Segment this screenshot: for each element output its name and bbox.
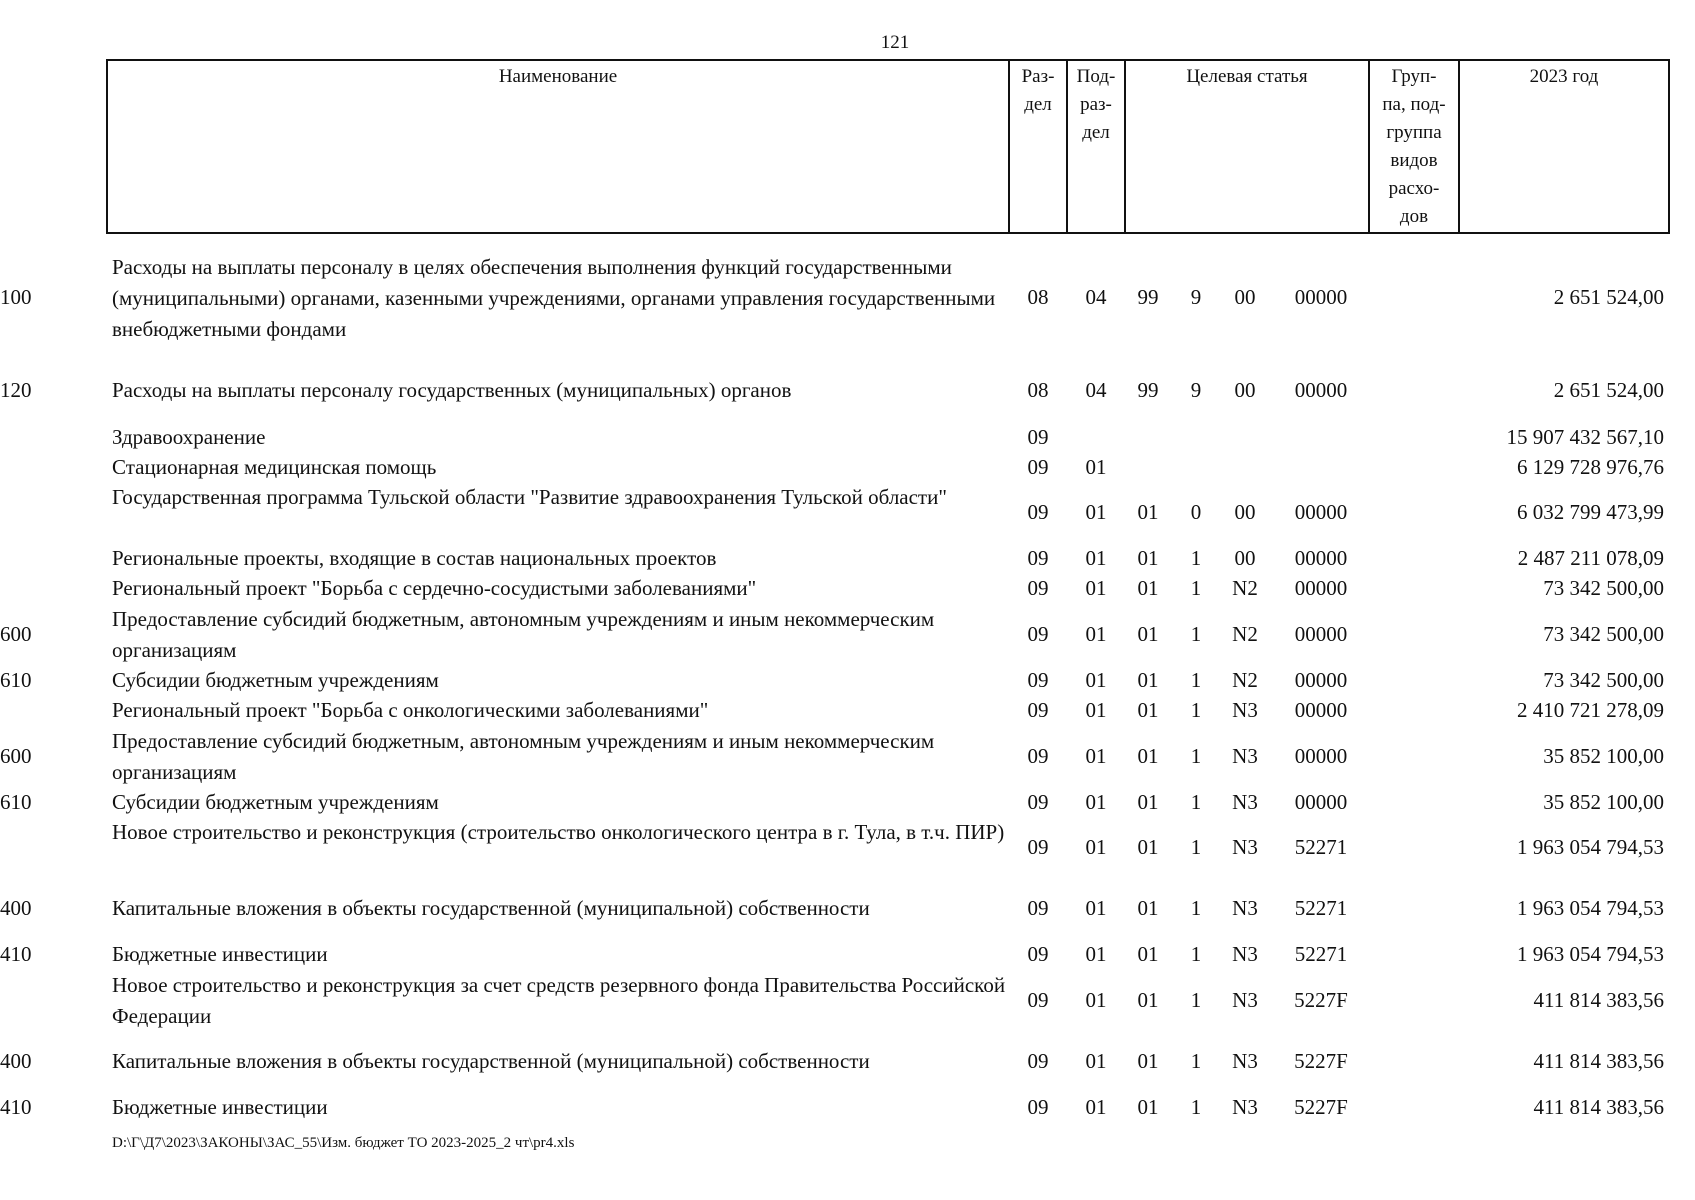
row-amount: 2 487 211 078,09 [1517,546,1664,570]
row-group: 410 [0,942,32,966]
file-path-footer: D:\Г\Д7\2023\ЗАКОНЫ\ЗАС_55\Изм. бюджет ТО 2023-2025_2 чт\pr4.xls [112,1135,575,1151]
row-name: Стационарная медицинская помощь [112,455,437,479]
row-podrazdel: 01 [1085,622,1107,646]
row-t1: 01 [1137,668,1159,692]
row-t4: 52271 [1294,835,1348,859]
row-t2: 1 [1190,988,1202,1012]
row-t3: N3 [1232,790,1258,814]
row-name: Новое строительство и реконструкция за счет средств резервного фонда Правительства Российской Федерации [112,973,1006,1028]
row-t2: 9 [1190,285,1202,309]
row-group: 410 [0,1095,32,1119]
row-t1: 01 [1137,835,1159,859]
row-t2: 1 [1190,698,1202,722]
row-t3: N2 [1232,576,1258,600]
row-razdel: 09 [1027,896,1049,920]
row-t4: 5227F [1294,988,1348,1012]
row-t3: 00 [1234,500,1256,524]
row-name: Расходы на выплаты персоналу в целях обеспечения выполнения функций государственными (муниципальными) органами, казенными учреждениями, органами управления государственными внебюджетными фондами [112,255,996,341]
row-t1: 01 [1137,698,1159,722]
row-t1: 99 [1137,378,1159,402]
row-razdel: 09 [1027,1049,1049,1073]
header-group-line: группа [1386,122,1442,143]
row-name: Предоставление субсидий бюджетным, автономным учреждениям и иным некоммерческим организациям [112,607,935,662]
row-name: Новое строительство и реконструкция (строительство онкологического центра в г. Тула, в т.ч. ПИР) [112,820,1005,844]
row-amount: 73 342 500,00 [1543,622,1664,646]
row-t4: 00000 [1294,576,1348,600]
header-podrazdel-line: раз- [1080,94,1112,115]
row-t1: 01 [1137,988,1159,1012]
row-razdel: 09 [1027,622,1049,646]
row-t2: 1 [1190,744,1202,768]
row-amount: 2 651 524,00 [1553,285,1664,309]
row-t2: 1 [1190,546,1202,570]
row-name: Капитальные вложения в объекты государственной (муниципальной) собственности [112,896,870,920]
row-group: 400 [0,896,32,920]
row-name: Региональный проект "Борьба с онкологическими заболеваниями" [112,698,709,722]
row-razdel: 09 [1027,455,1049,479]
header-year-label: 2023 год [1529,66,1599,87]
header-razdel-line: Раз- [1021,66,1055,87]
row-amount: 73 342 500,00 [1543,668,1664,692]
row-group: 600 [0,622,32,646]
row-podrazdel: 01 [1085,835,1107,859]
header-group-line: видов [1390,150,1438,171]
header-group-line: па, под- [1382,94,1446,115]
row-t2: 1 [1190,622,1202,646]
row-t1: 01 [1137,942,1159,966]
row-t2: 1 [1190,896,1202,920]
row-podrazdel: 01 [1085,668,1107,692]
row-t1: 99 [1137,285,1159,309]
row-name: Здравоохранение [112,425,266,449]
row-t1: 01 [1137,546,1159,570]
row-t3: N3 [1232,896,1258,920]
row-t4: 5227F [1294,1049,1348,1073]
row-t4: 00000 [1294,622,1348,646]
row-t1: 01 [1137,576,1159,600]
row-amount: 35 852 100,00 [1543,744,1664,768]
page-number: 121 [880,32,910,53]
row-t3: 00 [1234,546,1256,570]
row-name: Государственная программа Тульской области "Развитие здравоохранения Тульской области" [112,485,947,509]
row-t1: 01 [1137,744,1159,768]
row-amount: 15 907 432 567,10 [1506,425,1664,449]
row-name: Субсидии бюджетным учреждениям [112,790,439,814]
row-podrazdel: 01 [1085,896,1107,920]
row-t3: N3 [1232,835,1258,859]
header-name-label: Наименование [498,66,618,87]
row-group: 600 [0,744,32,768]
row-amount: 6 032 799 473,99 [1517,500,1664,524]
row-amount: 2 410 721 278,09 [1517,698,1664,722]
row-amount: 6 129 728 976,76 [1517,455,1664,479]
row-name: Региональные проекты, входящие в состав национальных проектов [112,546,717,570]
row-t1: 01 [1137,622,1159,646]
row-t4: 52271 [1294,896,1348,920]
row-group: 100 [0,285,32,309]
header-target [1124,61,1368,232]
row-t1: 01 [1137,1049,1159,1073]
row-name: Региональный проект "Борьба с сердечно-сосудистыми заболеваниями" [112,576,757,600]
row-razdel: 09 [1027,668,1049,692]
row-razdel: 09 [1027,942,1049,966]
row-razdel: 08 [1027,378,1049,402]
row-t2: 1 [1190,835,1202,859]
row-t3: 00 [1234,378,1256,402]
header-podrazdel-line: Под- [1076,66,1116,87]
row-t1: 01 [1137,896,1159,920]
row-razdel: 09 [1027,500,1049,524]
row-razdel: 09 [1027,698,1049,722]
row-amount: 35 852 100,00 [1543,790,1664,814]
row-t2: 1 [1190,576,1202,600]
row-t3: 00 [1234,285,1256,309]
row-name: Субсидии бюджетным учреждениям [112,668,439,692]
row-podrazdel: 01 [1085,455,1107,479]
row-t4: 00000 [1294,744,1348,768]
row-name: Капитальные вложения в объекты государственной (муниципальной) собственности [112,1049,870,1073]
row-razdel: 09 [1027,835,1049,859]
row-razdel: 09 [1027,744,1049,768]
row-t4: 00000 [1294,378,1348,402]
row-t3: N3 [1232,942,1258,966]
row-razdel: 09 [1027,425,1049,449]
row-t1: 01 [1137,790,1159,814]
row-podrazdel: 01 [1085,744,1107,768]
row-t3: N3 [1232,1049,1258,1073]
row-amount: 1 963 054 794,53 [1517,942,1664,966]
row-podrazdel: 01 [1085,942,1107,966]
row-t1: 01 [1137,500,1159,524]
row-razdel: 09 [1027,790,1049,814]
row-t4: 00000 [1294,790,1348,814]
row-amount: 73 342 500,00 [1543,576,1664,600]
row-razdel: 09 [1027,1095,1049,1119]
row-t2: 1 [1190,1049,1202,1073]
row-razdel: 09 [1027,546,1049,570]
header-year [1458,61,1668,232]
row-podrazdel: 01 [1085,790,1107,814]
header-razdel [1008,61,1066,232]
row-group: 610 [0,790,32,814]
row-t4: 5227F [1294,1095,1348,1119]
row-razdel: 09 [1027,988,1049,1012]
row-t4: 00000 [1294,500,1348,524]
row-t2: 1 [1190,668,1202,692]
row-name: Предоставление субсидий бюджетным, автономным учреждениям и иным некоммерческим организациям [112,729,935,784]
row-podrazdel: 01 [1085,546,1107,570]
header-group-line: расхо- [1388,178,1440,199]
row-t3: N3 [1232,698,1258,722]
row-t3: N3 [1232,1095,1258,1119]
header-group [1368,61,1458,232]
header-name [108,61,1008,232]
row-name: Расходы на выплаты персоналу государственных (муниципальных) органов [112,378,792,402]
row-amount: 411 814 383,56 [1533,1049,1664,1073]
row-amount: 411 814 383,56 [1533,1095,1664,1119]
header-podrazdel [1066,61,1124,232]
row-t4: 00000 [1294,285,1348,309]
row-t4: 00000 [1294,698,1348,722]
row-t3: N3 [1232,744,1258,768]
row-t3: N3 [1232,988,1258,1012]
row-group: 400 [0,1049,32,1073]
row-group: 120 [0,378,32,402]
row-name: Бюджетные инвестиции [112,1095,328,1119]
row-podrazdel: 01 [1085,500,1107,524]
row-t4: 00000 [1294,546,1348,570]
row-name: Бюджетные инвестиции [112,942,328,966]
row-t4: 00000 [1294,668,1348,692]
row-amount: 2 651 524,00 [1553,378,1664,402]
row-t2: 0 [1190,500,1202,524]
header-razdel-line: дел [1024,94,1052,115]
row-podrazdel: 04 [1085,378,1107,402]
row-razdel: 08 [1027,285,1049,309]
row-amount: 1 963 054 794,53 [1517,896,1664,920]
row-amount: 1 963 054 794,53 [1517,835,1664,859]
row-t1: 01 [1137,1095,1159,1119]
header-group-line: дов [1399,206,1429,227]
row-t2: 1 [1190,942,1202,966]
table-header [106,59,1670,234]
row-podrazdel: 04 [1085,285,1107,309]
row-t3: N2 [1232,668,1258,692]
row-t4: 52271 [1294,942,1348,966]
row-amount: 411 814 383,56 [1533,988,1664,1012]
row-podrazdel: 01 [1085,988,1107,1012]
row-t2: 1 [1190,1095,1202,1119]
row-t2: 9 [1190,378,1202,402]
row-podrazdel: 01 [1085,698,1107,722]
row-podrazdel: 01 [1085,576,1107,600]
header-podrazdel-line: дел [1082,122,1110,143]
row-group: 610 [0,668,32,692]
row-podrazdel: 01 [1085,1049,1107,1073]
header-target-label: Целевая статья [1186,66,1308,87]
header-group-line: Груп- [1391,66,1437,87]
row-t2: 1 [1190,790,1202,814]
row-razdel: 09 [1027,576,1049,600]
row-t3: N2 [1232,622,1258,646]
row-podrazdel: 01 [1085,1095,1107,1119]
